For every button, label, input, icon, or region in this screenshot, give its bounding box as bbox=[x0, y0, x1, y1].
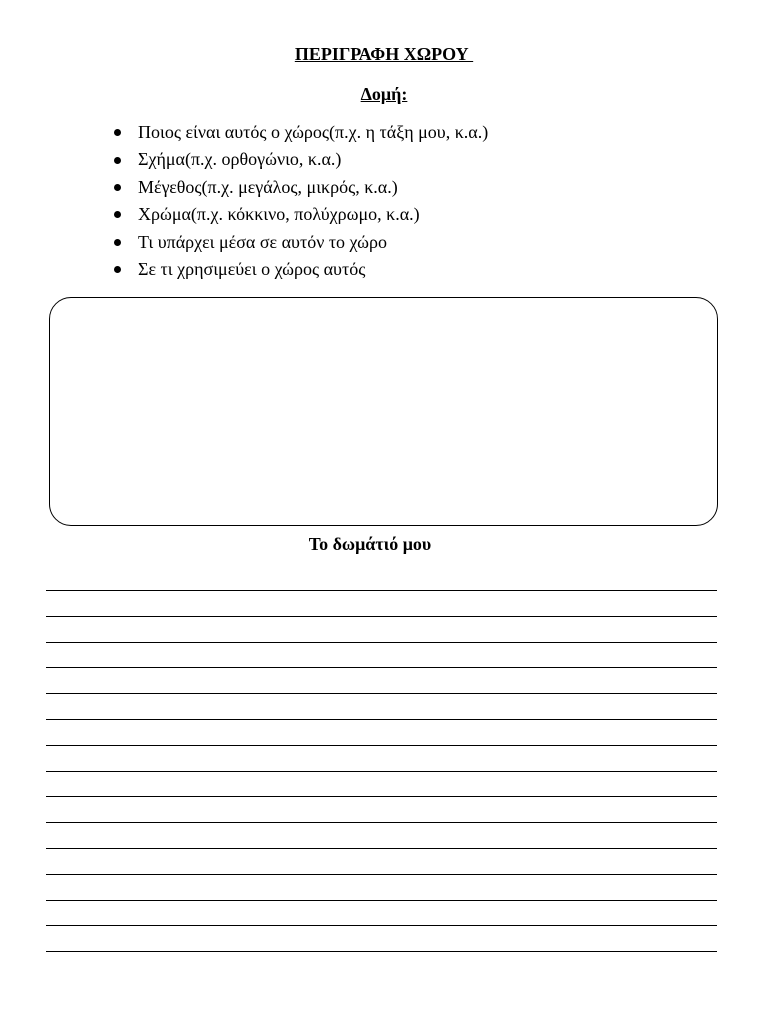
bullet-icon bbox=[114, 211, 121, 218]
writing-line[interactable] bbox=[46, 925, 717, 926]
list-item-text: Ποιος είναι αυτός ο χώρος(π.χ. η τάξη μου, κ.α.) bbox=[138, 122, 489, 142]
list-item bbox=[114, 174, 488, 201]
writing-line[interactable] bbox=[46, 900, 717, 901]
bullet-icon bbox=[114, 129, 121, 136]
bullet-icon bbox=[114, 184, 121, 191]
list-item-text: Σε τι χρησιμεύει ο χώρος αυτός bbox=[138, 258, 366, 279]
list-item bbox=[114, 256, 488, 283]
writing-line[interactable] bbox=[46, 667, 717, 668]
list-item bbox=[114, 201, 488, 228]
structure-heading: Δομή: bbox=[360, 84, 408, 104]
drawing-caption: Το δωμάτιό μου bbox=[308, 534, 432, 554]
page-title: ΠΕΡΙΓΡΑΦΗ ΧΩΡΟΥ bbox=[294, 44, 474, 64]
list-item bbox=[114, 119, 488, 146]
writing-line[interactable] bbox=[46, 951, 717, 952]
writing-line[interactable] bbox=[46, 771, 717, 772]
writing-line[interactable] bbox=[46, 745, 717, 746]
writing-line[interactable] bbox=[46, 642, 717, 643]
writing-line[interactable] bbox=[46, 719, 717, 720]
writing-line[interactable] bbox=[46, 616, 717, 617]
bullet-icon bbox=[114, 239, 121, 246]
list-item-text: Χρώμα(π.χ. κόκκινο, πολύχρωμο, κ.α.) bbox=[138, 204, 420, 225]
list-item-text: Σχήμα(π.χ. ορθογώνιο, κ.α.) bbox=[138, 149, 342, 170]
bullet-icon bbox=[114, 157, 121, 164]
writing-line[interactable] bbox=[46, 822, 717, 823]
list-item-text: Μέγεθος(π.χ. μεγάλος, μικρός, κ.α.) bbox=[138, 176, 398, 197]
bullet-icon bbox=[114, 266, 121, 273]
drawing-box[interactable] bbox=[49, 297, 718, 526]
list-item bbox=[114, 146, 488, 173]
structure-list bbox=[114, 119, 488, 283]
writing-line[interactable] bbox=[46, 590, 717, 591]
list-item bbox=[114, 229, 488, 256]
writing-line[interactable] bbox=[46, 693, 717, 694]
list-item-text: Τι υπάρχει μέσα σε αυτόν το χώρο bbox=[138, 231, 387, 252]
writing-line[interactable] bbox=[46, 848, 717, 849]
writing-line[interactable] bbox=[46, 796, 717, 797]
writing-line[interactable] bbox=[46, 874, 717, 875]
